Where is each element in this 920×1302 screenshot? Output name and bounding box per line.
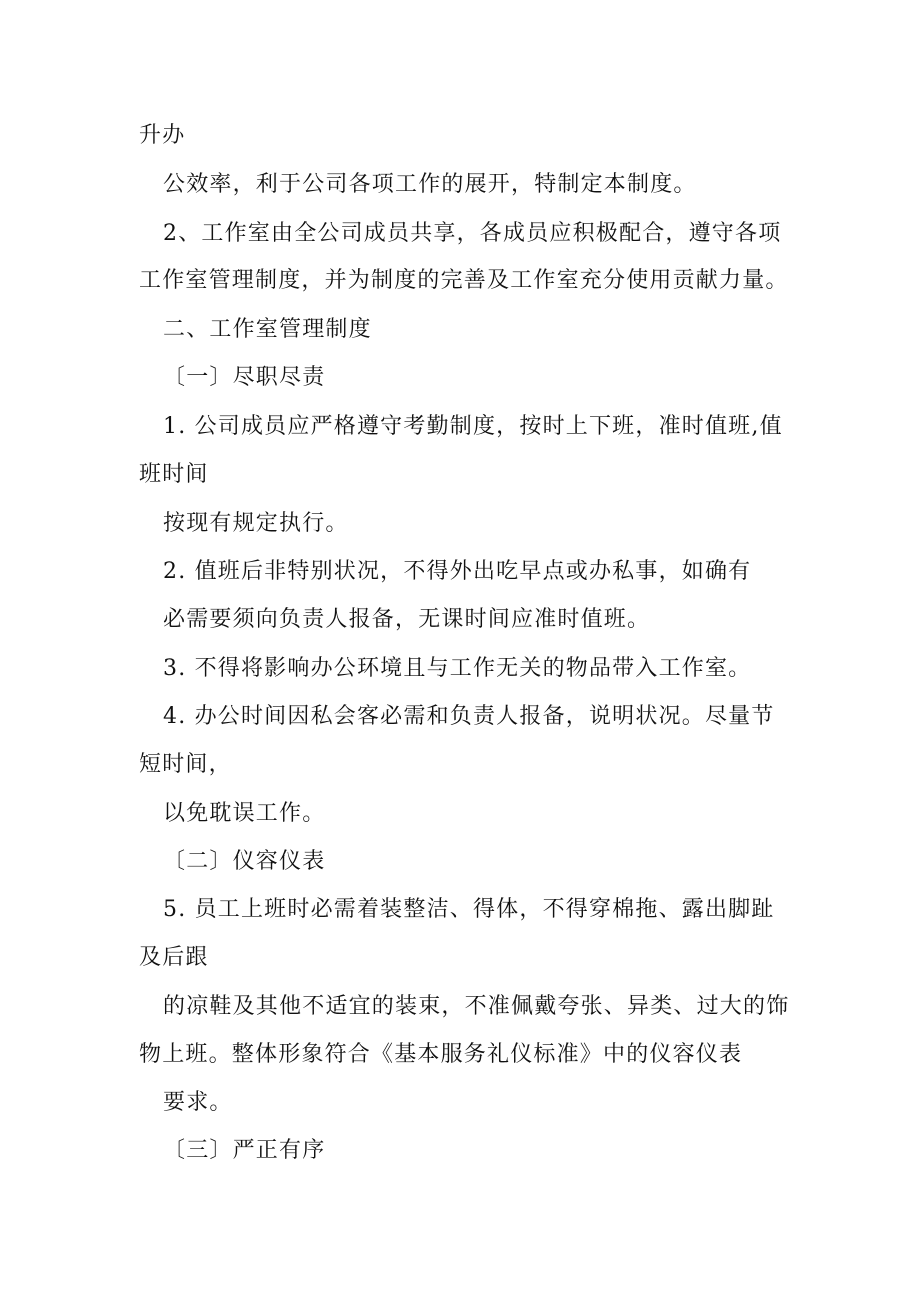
- text-line: 以免耽误工作。: [163, 801, 326, 826]
- text-line: 物上班。整体形象符合《基本服务礼仪标准》中的仪容仪表: [139, 1042, 743, 1067]
- text-line: 及后跟: [139, 945, 209, 970]
- text-line: 1. 公司成员应严格遵守考勤制度，按时上下班，准时值班,值: [163, 414, 783, 439]
- text-line: 的凉鞋及其他不适宜的装束，不准佩戴夸张、异类、过大的饰: [163, 994, 790, 1019]
- text-line: 短时间，: [139, 752, 232, 777]
- text-line: 要求。: [163, 1090, 233, 1115]
- text-line: 按现有规定执行。: [163, 511, 349, 536]
- text-line: 3. 不得将影响办公环境且与工作无关的物品带入工作室。: [163, 656, 752, 681]
- text-line: 工作室管理制度，并为制度的完善及工作室充分使用贡献力量。: [139, 268, 789, 293]
- text-line: 5. 员工上班时必需着装整洁、得体，不得穿棉拖、露出脚趾: [163, 897, 775, 922]
- text-line: 升办: [139, 123, 186, 148]
- text-line: 必需要须向负责人报备，无课时间应准时值班。: [163, 607, 651, 632]
- text-line: 班时间: [139, 462, 209, 487]
- text-line: 2、工作室由全公司成员共享，各成员应积极配合，遵守各项: [163, 221, 782, 246]
- subsection-heading: 〔三〕严正有序: [163, 1138, 326, 1163]
- subsection-heading: 〔一〕尽职尽责: [163, 365, 326, 390]
- text-line: 4. 办公时间因私会客必需和负责人报备，说明状况。尽量节: [163, 704, 775, 729]
- text-line: 2. 值班后非特别状况，不得外出吃早点或办私事，如确有: [163, 559, 752, 584]
- section-heading: 二、工作室管理制度: [163, 317, 372, 342]
- text-line: 公效率，利于公司各项工作的展开，特制定本制度。: [163, 172, 697, 197]
- subsection-heading: 〔二〕仪容仪表: [163, 849, 326, 874]
